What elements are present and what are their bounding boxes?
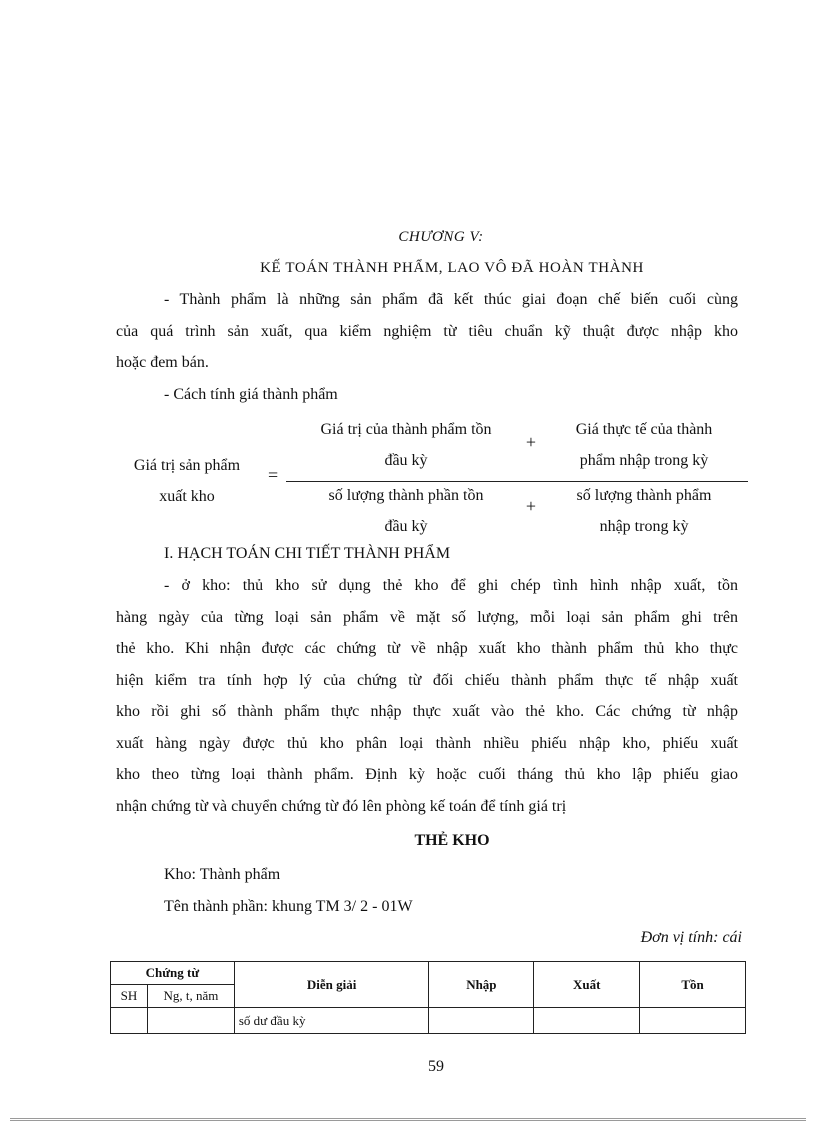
product-line: Tên thành phần: khung TM 3/ 2 - 01W (164, 898, 413, 915)
page-number: 59 (428, 1058, 444, 1075)
plus-sign: + (525, 496, 537, 516)
price-formula (116, 410, 748, 540)
numerator-line: Giá thực tế của thành (575, 421, 713, 438)
unit-note: Đơn vị tính: cái (640, 929, 742, 946)
header-date: Ng, t, năm (147, 985, 234, 1008)
intro-paragraph (116, 284, 738, 379)
method-line: - Cách tính giá thành phẩm (164, 386, 338, 403)
cell-date (147, 1008, 234, 1034)
formula-lhs-line: xuất kho (159, 488, 215, 505)
header-balance: Tồn (640, 962, 746, 1008)
warehouse-line: Kho: Thành phẩm (164, 866, 281, 883)
header-description: Diễn giải (234, 962, 429, 1008)
denominator-line: đầu kỳ (384, 518, 428, 535)
section-paragraph (116, 570, 738, 822)
header-voucher: Chứng từ (111, 962, 235, 985)
section-line: hàng ngày của từng loại sản phẩm về mặt số lượng, mỗi loại sản phẩm ghi trên (116, 608, 738, 626)
denominator-line: nhập trong kỳ (599, 518, 689, 535)
section-line: hiện kiểm tra tính hợp lý của chứng từ đối chiếu thành phẩm thực tế nhập xuất (116, 671, 738, 689)
section-line: - ở kho: thủ kho sử dụng thẻ kho để ghi chép tình hình nhập xuất, tồn (164, 577, 738, 594)
table-row (111, 1008, 746, 1034)
cell-in (429, 1008, 534, 1034)
cell-description: số dư đầu kỳ (234, 1008, 429, 1034)
chapter-label: CHƯƠNG V: (398, 229, 484, 245)
cell-out (534, 1008, 640, 1034)
section-heading: I. HẠCH TOÁN CHI TIẾT THÀNH PHẨM (164, 545, 451, 562)
intro-line: của quá trình sản xuất, qua kiểm nghiệm từ tiêu chuẩn kỹ thuật được nhập kho (116, 322, 738, 340)
denominator-line: số lượng thành phần tồn (328, 487, 484, 504)
section-line: nhận chứng từ và chuyển chứng từ đó lên phòng kế toán để tính giá trị (116, 797, 567, 815)
numerator-line: phẩm nhập trong kỳ (579, 452, 709, 469)
numerator-opening-value (291, 414, 521, 476)
equals-sign: = (268, 465, 279, 485)
section-line: kho theo từng loại thành phẩm. Định kỳ hoặc cuối tháng thủ kho lập phiếu giao (116, 766, 738, 783)
header-out: Xuất (534, 962, 640, 1008)
plus-sign: + (525, 432, 537, 452)
page-bottom-border (10, 1118, 806, 1121)
header-sh: SH (111, 985, 148, 1008)
cell-balance (640, 1008, 746, 1034)
section-line: xuất hàng ngày được thủ kho phân loại thành nhiều phiếu nhập kho, phiếu xuất (116, 734, 738, 752)
cell-sh (111, 1008, 148, 1034)
chapter-title: KẾ TOÁN THÀNH PHẨM, LAO VÔ ĐÃ HOÀN THÀNH (260, 260, 644, 276)
formula-lhs (122, 450, 252, 512)
section-line: thẻ kho. Khi nhận được các chứng từ về nhập xuất kho thành phẩm thủ kho thực (116, 640, 738, 657)
intro-line: - Thành phẩm là những sản phẩm đã kết thúc giai đoạn chế biến cuối cùng (164, 291, 738, 308)
intro-line: hoặc đem bán. (116, 354, 209, 371)
numerator-period-value (544, 414, 744, 476)
denominator-period-qty (544, 480, 744, 542)
denominator-opening-qty (291, 480, 521, 542)
denominator-line: số lượng thành phẩm (576, 487, 712, 504)
numerator-line: đầu kỳ (384, 452, 428, 469)
header-in: Nhập (429, 962, 534, 1008)
stock-card-title: THẺ KHO (414, 832, 490, 849)
section-line: kho rồi ghi số thành phẩm thực nhập thực xuất vào thẻ kho. Các chứng từ nhập (116, 703, 738, 720)
formula-lhs-line: Giá trị sản phẩm (133, 457, 241, 474)
numerator-line: Giá trị của thành phẩm tồn (320, 421, 492, 438)
stock-card-table (110, 961, 746, 1034)
